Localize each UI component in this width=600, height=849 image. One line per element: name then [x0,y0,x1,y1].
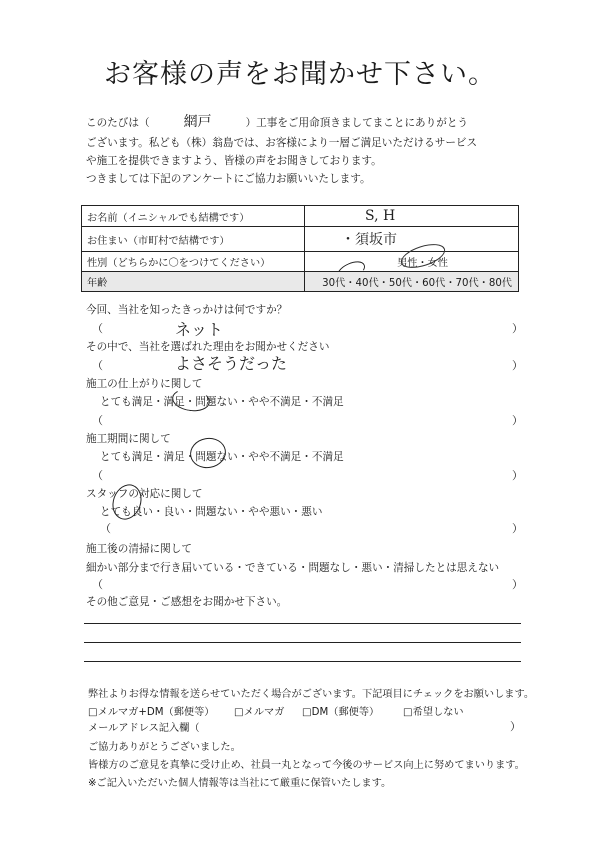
q3-label: 施工の仕上がりに関して [86,378,203,390]
q3-options[interactable]: とても満足・満足・問題ない・やや不満足・不満足 [100,396,344,408]
option-mailmag-dm[interactable]: □メルマガ+DM（郵便等） [88,707,215,718]
name-label: お名前（イニシャルでも結構です） [82,206,305,227]
comment-line-2[interactable] [84,642,521,643]
q4-close-paren: ） [512,469,523,482]
q3-close-paren: ） [512,414,523,427]
q2-answer-handwritten[interactable]: よさそうだった [175,354,288,373]
comment-line-3[interactable] [84,661,521,662]
page-title: お客様の声をお聞かせ下さい。 [104,59,496,90]
intro-line-1-after: ）工事をご用命頂きましてまことにありがとう [245,117,469,129]
customer-info-table [81,205,519,292]
q3-open-paren: （ [92,414,103,427]
q4-options[interactable]: とても満足・満足・問題ない・やや不満足・不満足 [100,451,344,463]
promise-text: 皆様方のご意見を真摯に受け止め、社員一丸となって今後のサービス向上に努めてまいります。 [88,760,525,771]
option-no-thanks[interactable]: □希望しない [403,707,464,718]
q4-label: 施工期間に関して [86,433,171,445]
q1-label: 今回、当社を知ったきっかけは何ですか？ [86,304,288,316]
q5-options[interactable]: とても良い・良い・問題ない・やや悪い・悪い [100,506,323,518]
q5-label: スタッフの対応に関して [86,488,203,500]
comment-line-1[interactable] [84,623,521,624]
thanks-text: ご協力ありがとうございました。 [88,742,241,753]
q6-label: 施工後の清掃に関して [86,543,192,555]
table-row [82,227,519,252]
option-mailmag[interactable]: □メルマガ [234,707,285,718]
address-value[interactable]: ・須坂市 [305,227,519,252]
intro-line-1-before: このたびは（ [86,117,150,129]
q4-selection-circle [188,435,229,471]
q6-close-paren: ） [512,578,523,591]
q3-selection-mark [171,386,212,413]
email-label: メールアドレス記入欄（ [88,723,200,734]
q2-label: その中で、当社を選ばれた理由をお聞かせください [86,341,330,353]
q2-open-paren: （ [92,359,103,372]
newsletter-notice: 弊社よりお得な情報を送らせていただく場合がございます。下記項目にチェックをお願いします。 [88,689,535,700]
table-row [82,272,519,292]
q6-open-paren: （ [92,578,103,591]
intro-line-3: や施工を提供できますよう、皆様の声をお聞きしております。 [86,155,382,167]
table-row [82,252,519,272]
q4-open-paren: （ [92,469,103,482]
q2-close-paren: ） [512,359,523,372]
name-value[interactable]: S, H [305,206,519,227]
intro-line-4: つきましては下記のアンケートにご協力お願いいたします。 [86,173,371,185]
privacy-text: ※ご記入いただいた個人情報等は当社にて厳重に保管いたします。 [88,778,392,789]
q1-answer-handwritten[interactable]: ネット [175,320,224,339]
option-dm[interactable]: □DM（郵便等） [302,707,380,718]
gender-options[interactable]: 男性・女性 [305,252,519,272]
work-type-handwritten: 網戸 [183,114,212,130]
intro-line-1 [86,114,468,131]
q5-close-paren: ） [512,522,523,535]
email-close-paren: ） [510,720,521,733]
age-options[interactable]: 30代・40代・50代・60代・70代・80代 [305,272,519,292]
address-label: お住まい（市町村で結構です） [82,227,305,252]
q1-open-paren: （ [92,322,103,335]
age-label: 年齢 [82,272,305,292]
q6-options[interactable]: 細かい部分まで行き届いている・できている・問題なし・悪い・清掃したとは思えない [86,562,500,574]
q1-close-paren: ） [512,322,523,335]
intro-line-2: ございます。私ども（株）翁島では、お客様により一層ご満足いただけるサービス [86,137,478,149]
q5-open-paren: （ [100,522,111,535]
gender-label: 性別（どちらかに〇をつけてください） [82,252,305,272]
q7-label: その他ご意見・ご感想をお聞かせ下さい。 [86,596,288,608]
table-row [82,206,519,227]
